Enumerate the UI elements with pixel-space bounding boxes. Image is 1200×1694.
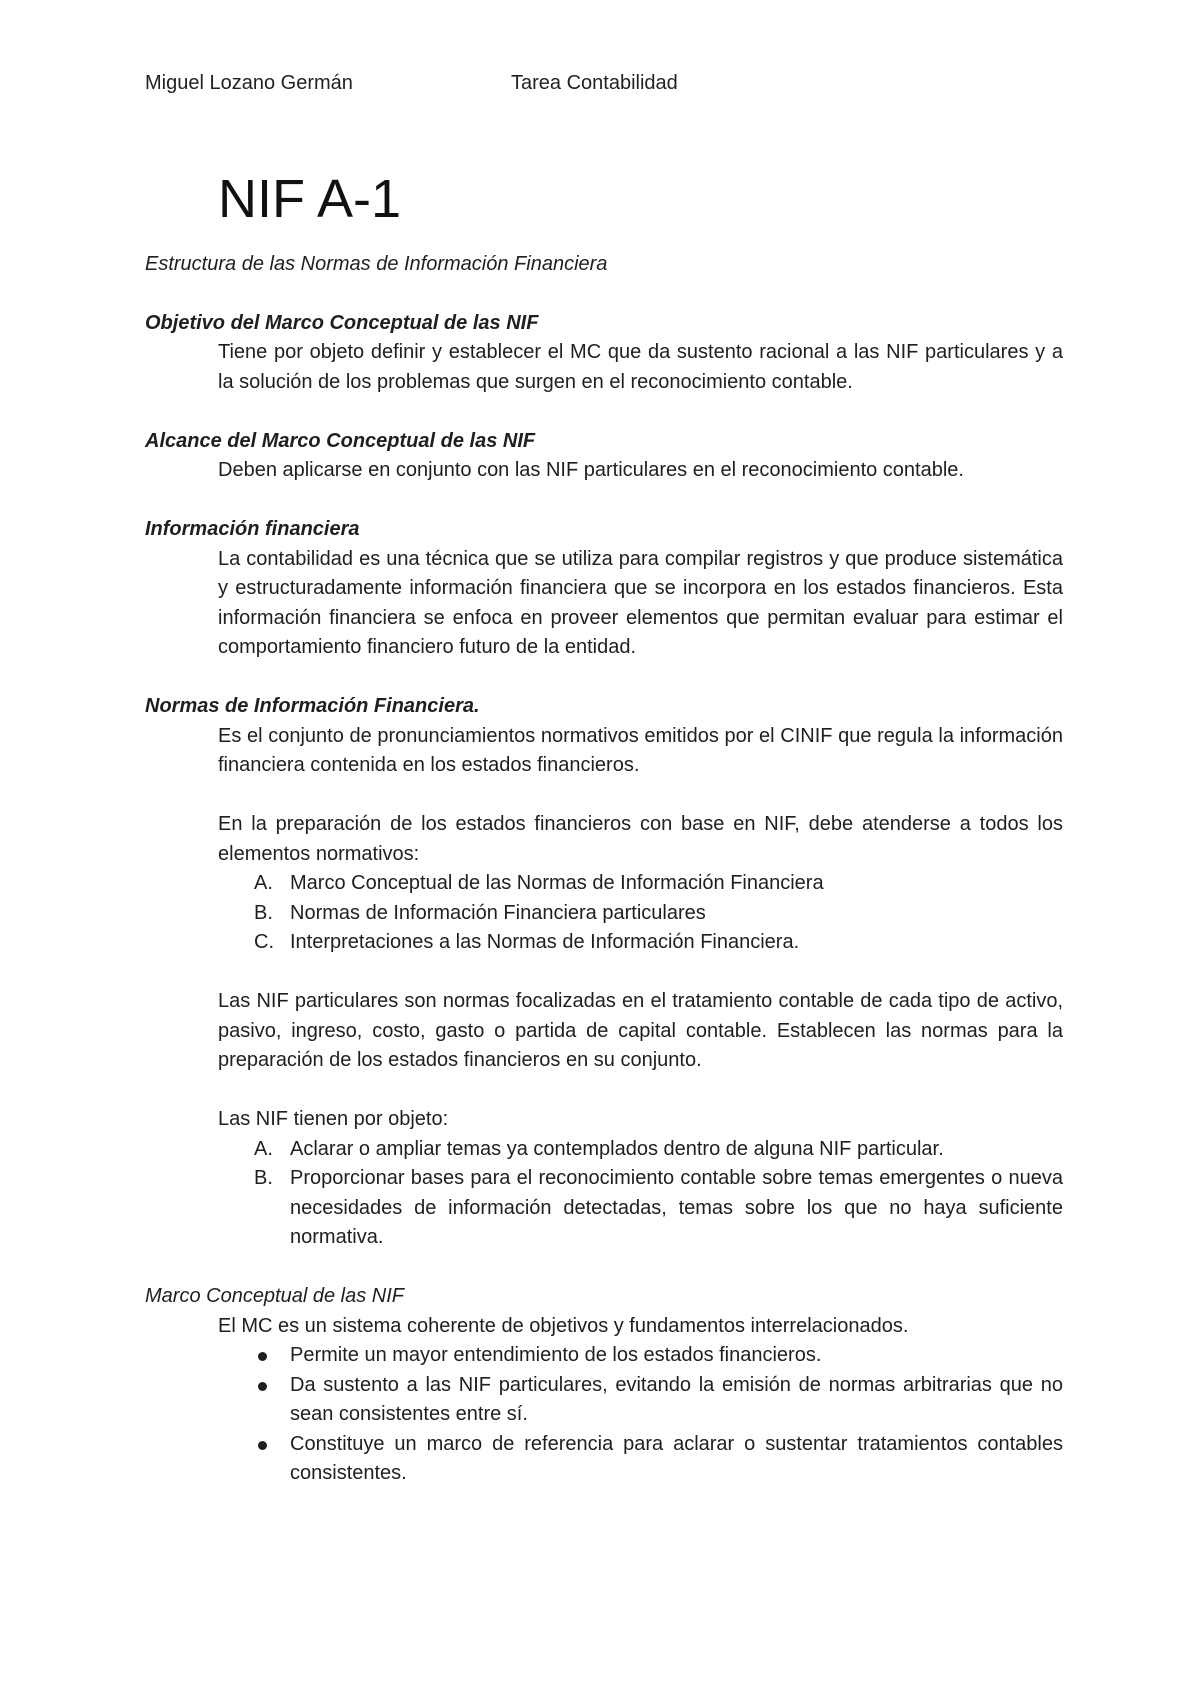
list-marker: A. bbox=[254, 1137, 273, 1160]
heading-alcance: Alcance del Marco Conceptual de las NIF bbox=[145, 429, 536, 452]
list-item-text: Aclarar o ampliar temas ya contemplados dentro de alguna NIF particular. bbox=[290, 1137, 944, 1160]
heading-marco-conceptual: Marco Conceptual de las NIF bbox=[145, 1285, 405, 1307]
paragraph-marco-conceptual: El MC es un sistema coherente de objetivos y fundamentos interrelacionados. bbox=[218, 1314, 909, 1337]
nif-objectives-list bbox=[218, 1135, 1063, 1253]
normative-elements-list bbox=[218, 869, 1063, 958]
document-subtitle: Estructura de las Normas de Información Financiera bbox=[145, 253, 608, 275]
document-title: NIF A-1 bbox=[218, 169, 402, 229]
list-marker: A. bbox=[254, 872, 273, 894]
assignment-title: Tarea Contabilidad bbox=[511, 72, 678, 94]
list-item-text: Interpretaciones a las Normas de Información Financiera. bbox=[290, 931, 800, 953]
bullet-text: Da sustento a las NIF particulares, evitando la emisión de normas arbitrarias que no sean consistentes entre sí. bbox=[290, 1373, 1063, 1425]
bullet-item bbox=[218, 1341, 1063, 1371]
list-marker: B. bbox=[254, 901, 273, 924]
list-item bbox=[218, 1135, 1063, 1165]
heading-objetivo: Objetivo del Marco Conceptual de las NIF bbox=[145, 311, 539, 334]
bullet-text: Permite un mayor entendimiento de los estados financieros. bbox=[290, 1344, 822, 1366]
paragraph-informacion-financiera: La contabilidad es una técnica que se utiliza para compilar registros y que produce sistemática y estructuradamente información financiera que se incorpora en los estados financieros. Esta información financiera se enfoca en proveer elementos que permitan evaluar para estimar el comportamiento financiero futuro de la entidad. bbox=[218, 547, 1063, 658]
bullet-item bbox=[218, 1430, 1063, 1489]
paragraph-objetivo: Tiene por objeto definir y establecer el MC que da sustento racional a las NIF particulares y a la solución de los problemas que surgen en el reconocimiento contable. bbox=[218, 341, 1063, 393]
list-item bbox=[218, 899, 1063, 929]
bullet-dot-icon bbox=[258, 1441, 267, 1450]
marco-conceptual-bullets bbox=[218, 1341, 1063, 1489]
paragraph-nif-particulares: Las NIF particulares son normas focalizadas en el tratamiento contable de cada tipo de activo, pasivo, ingreso, costo, gasto o partida de capital contable. Establecen las normas para la preparación de los estados financieros en su conjunto. bbox=[218, 990, 1063, 1071]
bullet-dot-icon bbox=[258, 1382, 267, 1391]
author-name: Miguel Lozano Germán bbox=[145, 72, 353, 94]
page-header bbox=[145, 72, 1065, 102]
bullet-item bbox=[218, 1371, 1063, 1430]
paragraph-normas-preparacion: En la preparación de los estados financieros con base en NIF, debe atenderse a todos los elementos normativos: bbox=[218, 813, 1063, 865]
paragraph-normas-definicion: Es el conjunto de pronunciamientos normativos emitidos por el CINIF que regula la información financiera contenida en los estados financieros. bbox=[218, 724, 1063, 776]
paragraph-nif-objeto: Las NIF tienen por objeto: bbox=[218, 1108, 449, 1130]
heading-informacion-financiera: Información financiera bbox=[145, 518, 360, 540]
document-body bbox=[145, 250, 1063, 1489]
bullet-text: Constituye un marco de referencia para aclarar o sustentar tratamientos contables consistentes. bbox=[290, 1432, 1063, 1484]
paragraph-alcance: Deben aplicarse en conjunto con las NIF particulares en el reconocimiento contable. bbox=[218, 459, 964, 481]
list-item-text: Normas de Información Financiera particulares bbox=[290, 901, 706, 924]
list-item bbox=[218, 1164, 1063, 1253]
list-item bbox=[218, 869, 1063, 899]
heading-normas: Normas de Información Financiera. bbox=[145, 695, 480, 717]
bullet-dot-icon bbox=[258, 1352, 267, 1361]
list-item-text: Marco Conceptual de las Normas de Información Financiera bbox=[290, 872, 824, 894]
list-item bbox=[218, 928, 1063, 958]
list-item-text: Proporcionar bases para el reconocimiento contable sobre temas emergentes o nueva necesidades de información detectadas, temas sobre los que no haya suficiente normativa. bbox=[290, 1167, 1063, 1248]
list-marker: B. bbox=[254, 1167, 273, 1189]
list-marker: C. bbox=[254, 931, 274, 953]
